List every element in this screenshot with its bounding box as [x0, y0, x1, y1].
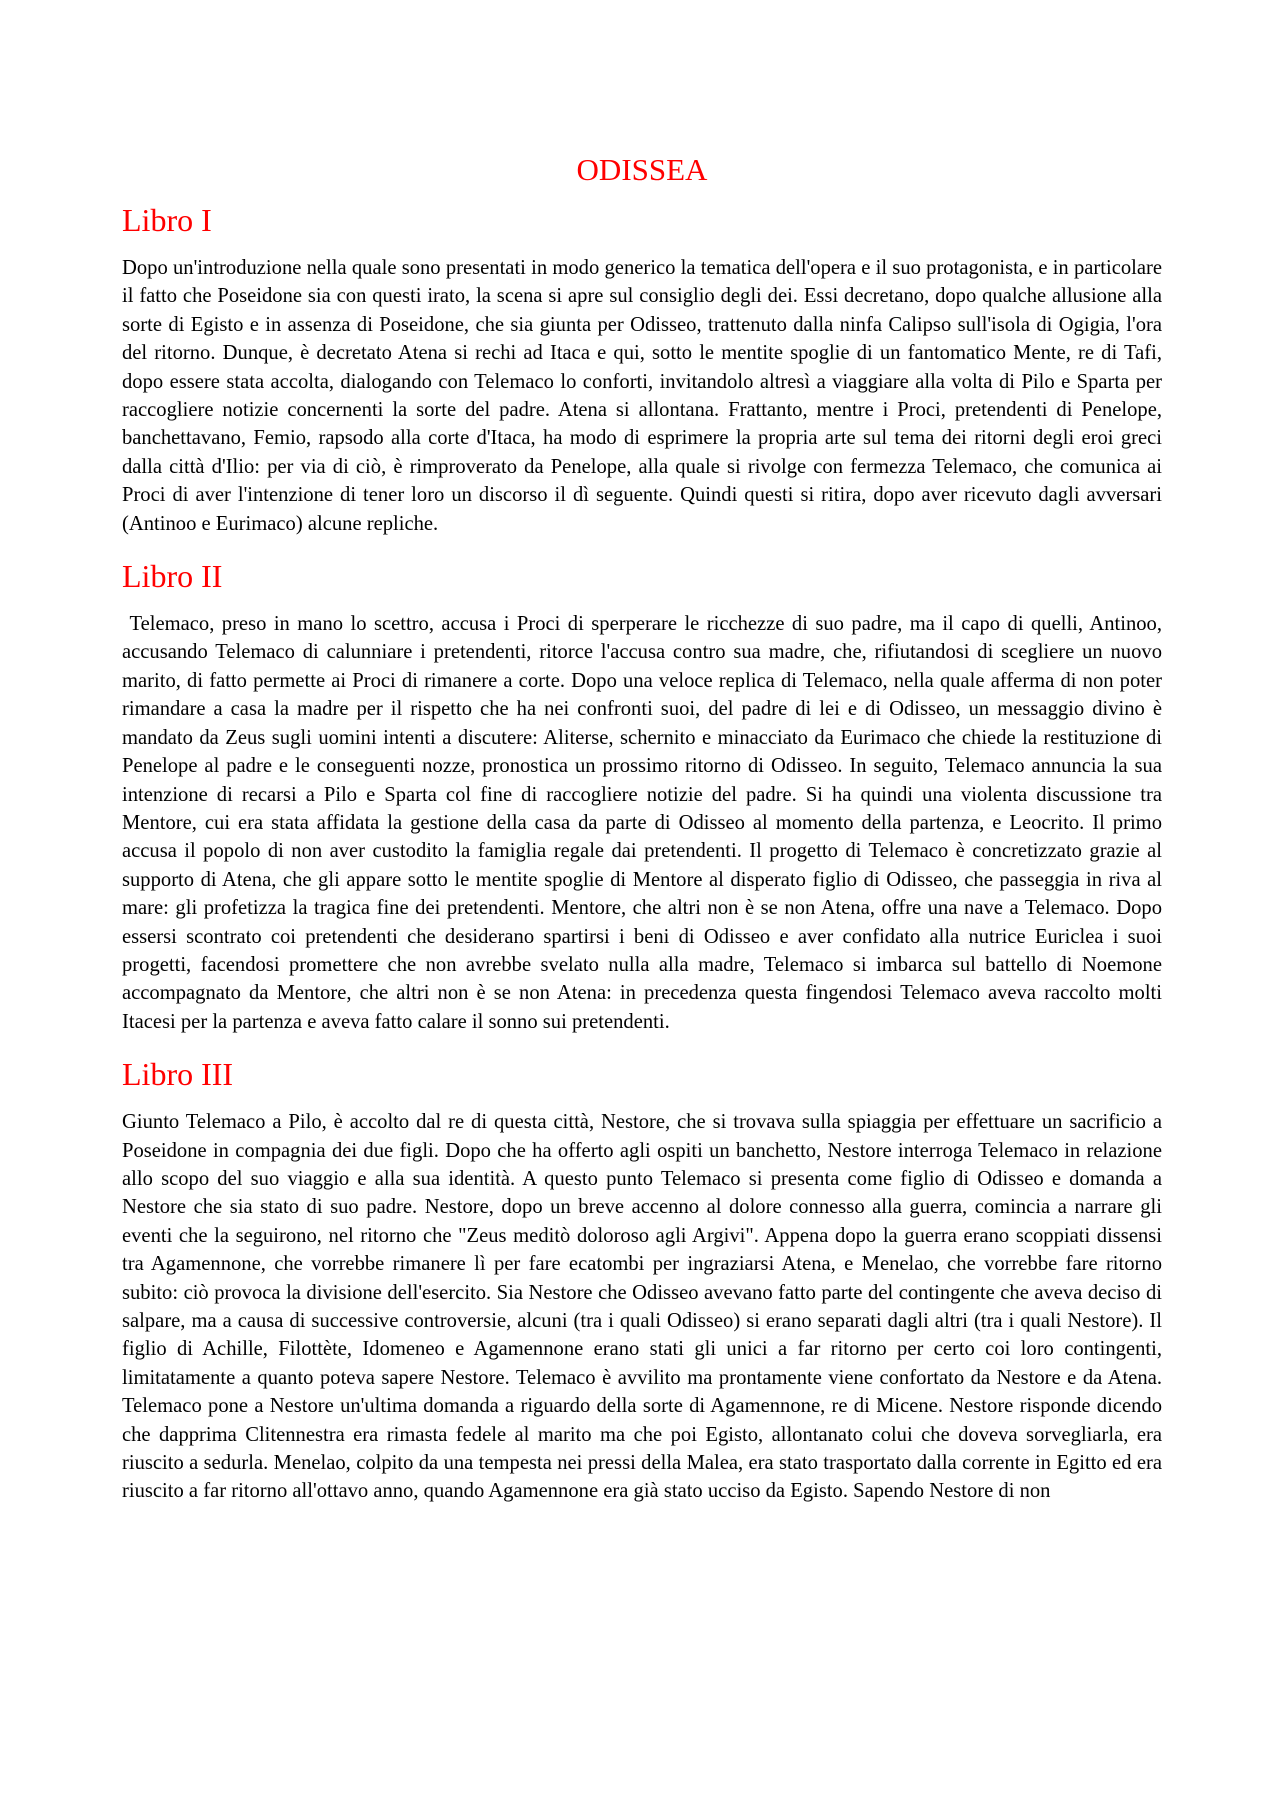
chapter-3: [122, 1054, 1162, 1506]
chapter-2: [122, 556, 1168, 1036]
document-page: [122, 150, 1168, 1524]
chapter-heading: Libro III: [122, 1056, 234, 1093]
chapter-heading: Libro II: [122, 558, 223, 595]
chapter-text: Giunto Telemaco a Pilo, è accolto dal re di questa città, Nestore, che si trovava sulla spiaggia per effettuare un sacrificio a Poseidone in compagnia dei due figli. Dopo che ha offerto agli ospiti un banchetto, Nestore interroga Telemaco in relazione allo scopo del suo viaggio e alla sua identità. A questo punto Telemaco si presenta come figlio di Odisseo e domanda a Nestore che sia stato di suo padre. Nestore, dopo un breve accenno al dolore connesso alla guerra, comincia a narrare gli eventi che la seguirono, nel ritorno che "Zeus meditò doloroso agli Argivi". Appena dopo la guerra erano scoppiati dissensi tra Agamennone, che vorrebbe rimanere lì per fare ecatombi per ingraziarsi Atena, e Menelao, che vorrebbe fare ritorno subito: ciò provoca la divisione dell'esercito. Sia Nestore che Odisseo avevano fatto parte del contingente che aveva deciso di salpare, ma a causa di successive controversie, alcuni (tra i quali Odisseo) si erano separati dagli altri (tra i quali Nestore). Il figlio di Achille, Filottète, Idomeneo e Agamennone erano stati gli unici a far ritorno per certo coi loro contingenti, limitatamente a quanto poteva sapere Nestore. Telemaco è avvilito ma prontamente viene confortato da Nestore e da Atena. Telemaco pone a Nestore un'ultima domanda a riguardo della sorte di Agamennone, re di Micene. Nestore risponde dicendo che dapprima Clitennestra era rimasta fedele al marito ma che poi Egisto, allontanato colui che doveva sorvegliarla, era riuscito a sedurla. Menelao, colpito da una tempesta nei pressi della Malea, era stato trasportato dalla corrente in Egitto ed era riuscito a far ritorno all'ottavo anno, quando Agamennone era già stato ucciso da Egisto. Sapendo Nestore di non: [122, 1111, 1162, 1503]
chapter-heading: Libro I: [122, 202, 212, 238]
chapter-1: [122, 200, 1162, 538]
document-title: ODISSEA: [576, 152, 708, 187]
chapter-text: Dopo un'introduzione nella quale sono presentati in modo generico la tematica dell'opera e il suo protagonista, e in particolare il fatto che Poseidone sia con questi irato, la scena si apre sul consiglio degli dei. Essi decretano, dopo qualche allusione alla sorte di Egisto e in assenza di Poseidone, che sia giunta per Odisseo, trattenuto dalla ninfa Calipso sull'isola di Ogigia, l'ora del ritorno. Dunque, è decretato Atena si rechi ad Itaca e qui, sotto le mentite spoglie di un fantomatico Mente, re di Tafi, dopo essere stata accolta, dialogando con Telemaco lo conforti, invitandolo altresì a viaggiare alla volta di Pilo e Sparta per raccogliere notizie concernenti la sorte del padre. Atena si allontana. Frattanto, mentre i Proci, pretendenti di Penelope, banchettavano, Femio, rapsodo alla corte d'Itaca, ha modo di esprimere la propria arte sul tema dei ritorni degli eroi greci dalla città d'Ilio: per via di ciò, è rimproverato da Penelope, alla quale si rivolge con fermezza Telemaco, che comunica ai Proci di aver l'intenzione di tener loro un discorso il dì seguente. Quindi questi si ritira, dopo aver ricevuto dagli avversari (Antinoo e Eurimaco) alcune repliche.: [122, 257, 1162, 535]
chapter-text: Telemaco, preso in mano lo scettro, accusa i Proci di sperperare le ricchezze di suo padre, ma il capo di quelli, Antinoo, accusando Telemaco di calunniare i pretendenti, ritorce l'accusa contro sua madre, che, rifiutandosi di scegliere un nuovo marito, di fatto permette ai Proci di rimanere a corte. Dopo una veloce replica di Telemaco, nella quale afferma di non poter rimandare a casa la madre per il rispetto che ha nei confronti suoi, del padre di lei e di Odisseo, un messaggio divino è mandato da Zeus sugli uomini intenti a discutere: Aliterse, schernito e minacciato da Eurimaco che chiede la restituzione di Penelope al padre e le conseguenti nozze, pronostica un prossimo ritorno di Odisseo. In seguito, Telemaco annuncia la sua intenzione di recarsi a Pilo e Sparta col fine di raccogliere notizie del padre. Si ha quindi una violenta discussione tra Mentore, cui era stata affidata la gestione della casa da parte di Odisseo al momento della partenza, e Leocrito. Il primo accusa il popolo di non aver custodito la famiglia regale dai pretendenti. Il progetto di Telemaco è concretizzato grazie al supporto di Atena, che gli appare sotto le mentite spoglie di Mentore al disperato figlio di Odisseo, che passeggia in riva al mare: gli profetizza la tragica fine dei pretendenti. Mentore, che altri non è se non Atena, offre una nave a Telemaco. Dopo essersi scontrato coi pretendenti che desiderano spartirsi i beni di Odisseo e aver confidato alla nutrice Euriclea i suoi progetti, facendosi promettere che non avrebbe svelato nulla alla madre, Telemaco si imbarca sul battello di Noemone accompagnato da Mentore, che altri non è se non Atena: in precedenza questa fingendosi Telemaco aveva raccolto molti Itacesi per la partenza e aveva fatto calare il sonno sui pretendenti.: [122, 613, 1168, 1033]
